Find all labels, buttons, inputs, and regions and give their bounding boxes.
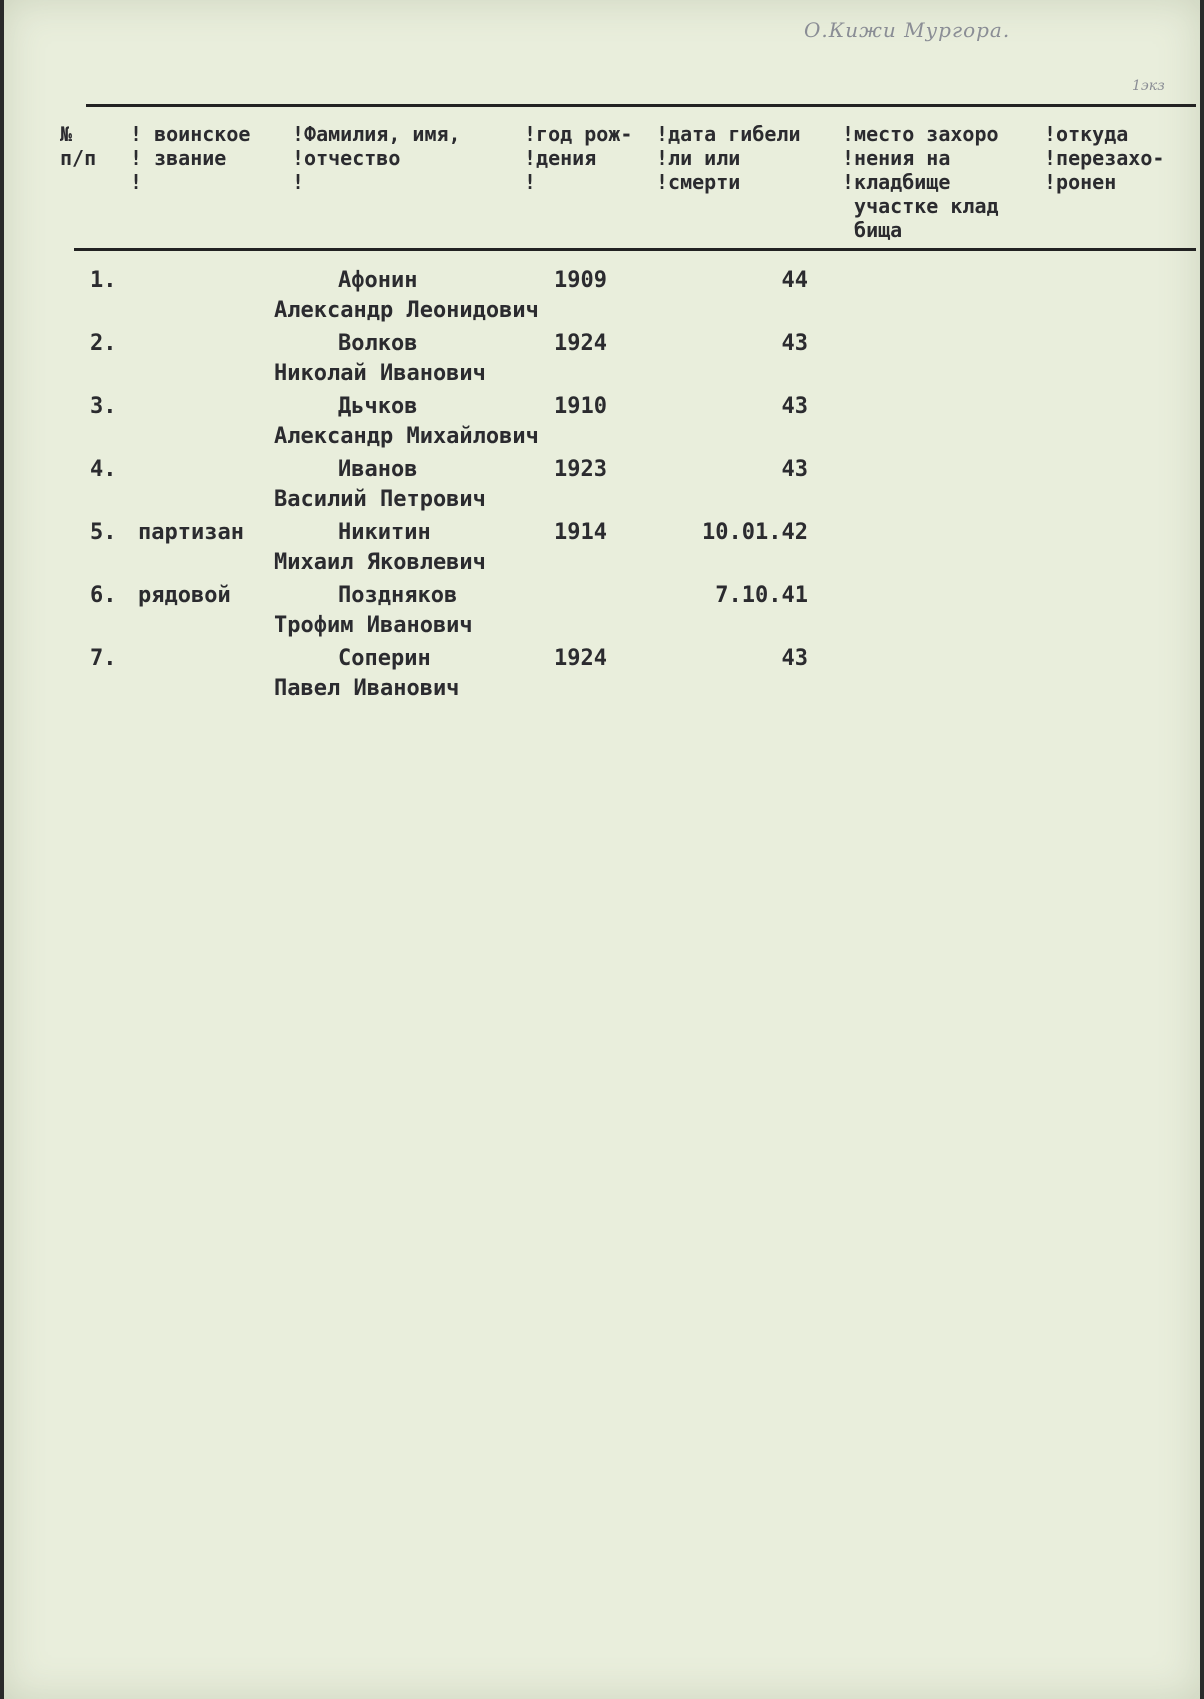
row-death-date: 43 bbox=[781, 331, 808, 356]
header-name: !Фамилия, имя, !отчество ! bbox=[292, 122, 461, 194]
header-bottom-rule bbox=[74, 248, 1196, 251]
row-first-patronymic: Александр Михайлович bbox=[274, 424, 539, 449]
row-surname: Волков bbox=[338, 331, 418, 356]
table-row bbox=[4, 646, 1200, 710]
row-birth-year: 1923 bbox=[554, 457, 607, 482]
row-birth-year: 1924 bbox=[554, 331, 607, 356]
row-surname: Никитин bbox=[338, 520, 431, 545]
document-page bbox=[4, 0, 1200, 1699]
header-rank: ! воинское ! звание ! bbox=[130, 122, 251, 194]
row-first-patronymic: Трофим Иванович bbox=[274, 613, 473, 638]
table-row bbox=[4, 457, 1200, 521]
row-number: 4. bbox=[90, 457, 117, 482]
table-row bbox=[4, 268, 1200, 332]
row-rank: партизан bbox=[138, 520, 244, 545]
row-first-patronymic: Павел Иванович bbox=[274, 676, 460, 701]
row-birth-year: 1910 bbox=[554, 394, 607, 419]
row-death-date: 43 bbox=[781, 457, 808, 482]
handwritten-page-mark: 1экз bbox=[1132, 78, 1165, 94]
header-birth-year: !год рож- !дения ! bbox=[524, 122, 633, 194]
row-first-patronymic: Василий Петрович bbox=[274, 487, 486, 512]
header-top-rule bbox=[86, 104, 1196, 107]
row-surname: Дьчков bbox=[338, 394, 418, 419]
header-number: № п/п bbox=[60, 122, 97, 170]
row-number: 1. bbox=[90, 268, 117, 293]
header-death-date: !дата гибели !ли или !смерти bbox=[656, 122, 801, 194]
row-number: 5. bbox=[90, 520, 117, 545]
row-first-patronymic: Николай Иванович bbox=[274, 361, 486, 386]
row-number: 7. bbox=[90, 646, 117, 671]
row-birth-year: 1909 bbox=[554, 268, 607, 293]
row-death-date: 43 bbox=[781, 394, 808, 419]
row-first-patronymic: Александр Леонидович bbox=[274, 298, 539, 323]
row-death-date: 43 bbox=[781, 646, 808, 671]
row-first-patronymic: Михаил Яковлевич bbox=[274, 550, 486, 575]
row-number: 2. bbox=[90, 331, 117, 356]
row-death-date: 44 bbox=[781, 268, 808, 293]
row-surname: Афонин bbox=[338, 268, 418, 293]
row-number: 3. bbox=[90, 394, 117, 419]
row-surname: Соперин bbox=[338, 646, 431, 671]
row-death-date: 7.10.41 bbox=[715, 583, 808, 608]
row-death-date: 10.01.42 bbox=[702, 520, 808, 545]
row-birth-year: 1924 bbox=[554, 646, 607, 671]
table-row bbox=[4, 394, 1200, 458]
header-burial-place: !место захоро !нения на !кладбище участке клад бища bbox=[842, 122, 999, 242]
row-number: 6. bbox=[90, 583, 117, 608]
handwritten-note: О.Кижи Мургора. bbox=[804, 18, 1011, 42]
row-surname: Поздняков bbox=[338, 583, 458, 608]
table-row bbox=[4, 583, 1200, 647]
table-row bbox=[4, 520, 1200, 584]
row-surname: Иванов bbox=[338, 457, 418, 482]
row-birth-year: 1914 bbox=[554, 520, 607, 545]
header-reburied-from: !откуда !перезахо- !ронен bbox=[1044, 122, 1165, 194]
row-rank: рядовой bbox=[138, 583, 231, 608]
table-row bbox=[4, 331, 1200, 395]
